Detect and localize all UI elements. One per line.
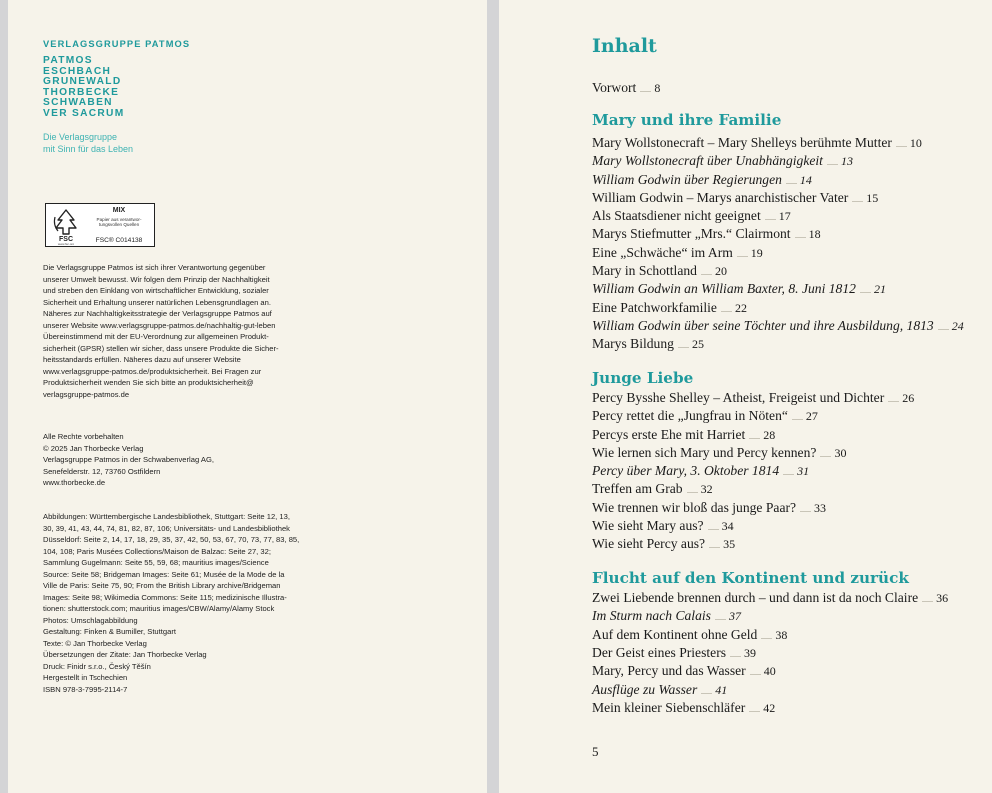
toc-leader [938, 322, 949, 330]
fsc-description [86, 217, 152, 227]
toc-leader [640, 84, 651, 92]
toc-page-number: 18 [808, 227, 821, 241]
toc-entry [592, 536, 735, 552]
right-page [499, 0, 992, 793]
toc-leader [765, 212, 776, 220]
fsc-code: FSC® C014138 [95, 237, 143, 244]
toc-entry-title: William Godwin – Marys anarchistischer Vater [592, 190, 849, 205]
environment-statement [43, 262, 483, 400]
toc-entry-title: Zwei Liebende brennen durch – und dann ist da noch Claire [592, 590, 919, 605]
text-line: www.thorbecke.de [43, 478, 106, 487]
text-line: Sicherheit und Erhaltung unserer natürlichen Lebensgrundlagen an. [43, 297, 271, 307]
toc-entry-title: Wie lernen sich Mary und Percy kennen? [592, 445, 817, 460]
toc-leader [749, 431, 760, 439]
toc-leader [750, 667, 761, 675]
image-credits [43, 511, 483, 695]
fsc-logo-text: FSC [59, 236, 73, 243]
toc-page-number: 28 [763, 428, 776, 442]
text-line: Produktsicherheit wenden Sie sich bitte an produktsicherheit@ [43, 378, 254, 387]
toc-leader [678, 340, 689, 348]
toc-leader [721, 304, 732, 312]
publisher-slogan [43, 131, 243, 155]
toc-entry [592, 518, 734, 534]
toc-entry [592, 172, 812, 188]
toc-leader [783, 467, 794, 475]
toc-leader [827, 157, 838, 165]
toc-page-number: 22 [734, 301, 747, 315]
imprint-list [43, 56, 243, 119]
toc-entry [592, 682, 727, 698]
toc-entry [592, 590, 948, 606]
toc-page-number: 27 [805, 409, 818, 423]
imprint-name: GRUNEWALD [43, 76, 122, 87]
text-line: Übersetzungen der Zitate: Jan Thorbecke Verlag [43, 650, 207, 659]
toc-page-number: 42 [763, 701, 776, 715]
toc-page-number: 10 [909, 136, 922, 150]
text-line: Die Verlagsgruppe Patmos ist sich ihrer Verantwortung gegenüber [43, 263, 266, 272]
toc-entry [592, 135, 922, 151]
toc-page-number: 21 [873, 282, 886, 296]
toc-entry-title: Marys Bildung [592, 336, 674, 351]
text-line: www.verlagsgruppe-patmos.de/produktsicherheit. Bei Fragen zur [43, 366, 262, 376]
fsc-logo-url: www.fsc.org [57, 242, 75, 245]
text-line: Source: Seite 58; Bridgeman Images: Seite 61; Musée de la Mode de la [43, 569, 285, 579]
toc-page-number: 38 [775, 628, 788, 642]
toc-entry [592, 245, 763, 261]
toc-entry [592, 263, 727, 279]
imprint-name: PATMOS [43, 55, 93, 66]
text-line: Senefelderstr. 12, 73760 Ostfildern [43, 466, 161, 476]
toc-entry-title: Eine Patchworkfamilie [592, 300, 717, 315]
toc-page-number: 39 [744, 646, 757, 660]
toc-entry [592, 300, 747, 316]
toc-entry [592, 226, 821, 242]
text-line: Texte: © Jan Thorbecke Verlag [43, 638, 147, 648]
toc-entry-title: Mary Wollstonecraft – Mary Shelleys berühmte Mutter [592, 135, 892, 150]
toc-leader [708, 522, 719, 530]
toc-page-number: 36 [936, 591, 949, 605]
toc-leader [737, 249, 748, 257]
fsc-desc-line: tungsvollen Quellen [98, 222, 140, 228]
text-line: Alle Rechte vorbehalten [43, 432, 124, 441]
toc-page-number: 32 [700, 482, 713, 496]
toc-section-title: Mary und ihre Familie [592, 111, 782, 129]
toc-entry [592, 481, 713, 497]
toc-leader [709, 540, 720, 548]
toc-leader [800, 504, 811, 512]
toc-leader [860, 285, 871, 293]
toc-entry-title: Treffen am Grab [592, 481, 683, 496]
toc-page-number: 19 [750, 246, 763, 260]
imprint-name: ESCHBACH [43, 65, 112, 77]
imprint-name: VER SACRUM [43, 107, 125, 119]
left-page [8, 0, 487, 793]
text-line: Photos: Umschlagabbildung [43, 615, 138, 625]
toc-leader [820, 449, 831, 457]
text-line: tionen: shutterstock.com; mauritius images/CBW/Alamy/Alamy Stock [43, 604, 275, 613]
toc-leader [701, 686, 712, 694]
toc-page-number: 25 [691, 337, 704, 351]
toc-entry [592, 445, 846, 461]
toc-entry-title: Mein kleiner Siebenschläfer [592, 700, 746, 715]
page-number: 5 [592, 744, 599, 759]
toc-entry-title: Vorwort [592, 80, 637, 95]
toc-page-number: 40 [763, 664, 776, 678]
toc-section-title: Junge Liebe [592, 369, 694, 387]
toc-page-number: 26 [902, 391, 915, 405]
text-line: Gestaltung: Finken & Bumiller, Stuttgart [43, 627, 176, 636]
toc-entry [592, 153, 853, 169]
imprint-name: SCHWABEN [43, 97, 113, 108]
toc-entry [592, 281, 886, 297]
text-line: ISBN 978-3-7995-2114-7 [43, 684, 128, 694]
text-line: sicherheit (GPSR) stellen wir sicher, dass unsere Produkte die Sicher- [43, 343, 279, 353]
rights-statement [43, 431, 483, 489]
text-line: Verlagsgruppe Patmos in der Schwabenverlag AG, [43, 455, 214, 464]
text-line: unserer Umwelt bewusst. Wir folgen dem Prinzip der Nachhaltigkeit [43, 274, 270, 284]
text-line: Images: Seite 98; Wikimedia Commons: Seite 115; medizinische Illustra- [43, 592, 287, 602]
text-line: Druck: Finidr s.r.o., Český Těšín [43, 661, 151, 671]
toc-leader [888, 394, 899, 402]
toc-leader [922, 594, 933, 602]
toc-leader [795, 230, 806, 238]
toc-entry-title: Percys erste Ehe mit Harriet [592, 427, 746, 442]
toc-entry [592, 427, 775, 443]
toc-page-number: 8 [654, 81, 661, 95]
toc-entry [592, 390, 914, 406]
toc-page-number: 24 [951, 319, 964, 333]
toc-entry-title: Im Sturm nach Calais [592, 608, 711, 623]
toc-page-number: 14 [799, 173, 812, 187]
toc-entry-title: William Godwin über Regierungen [592, 172, 782, 187]
toc-leader [761, 631, 772, 639]
toc-entry [592, 318, 964, 334]
toc-leader [730, 649, 741, 657]
toc-entry [592, 208, 791, 224]
imprint-name: THORBECKE [43, 86, 120, 98]
toc-page-number: 35 [723, 537, 736, 551]
toc-entry-title: Mary, Percy und das Wasser [592, 663, 746, 678]
text-line: und streben den Einklang von wirtschaftlicher Entwicklung, sozialer [43, 286, 269, 295]
slogan-line: mit Sinn für das Leben [43, 144, 134, 154]
text-line: Düsseldorf: Seite 2, 14, 17, 18, 29, 35, 37, 42, 50, 53, 67, 70, 73, 77, 83, 85, [43, 535, 300, 544]
text-line: Ville de Paris: Seite 75, 90; From the British Library archive/Bridgeman [43, 581, 281, 590]
toc-entry [592, 500, 826, 516]
toc-entry-title: Auf dem Kontinent ohne Geld [592, 627, 758, 642]
text-line: Übereinstimmend mit der EU-Verordnung zur allgemeinen Produkt- [43, 332, 269, 341]
text-line: Sammlung Gugelmann: Seite 55, 59, 68; mauritius images/Science [43, 558, 269, 567]
toc-leader [749, 704, 760, 712]
text-line: Näheres zur Nachhaltigkeitsstrategie der Verlagsgruppe Patmos auf [43, 309, 272, 318]
toc-page-number: 17 [778, 209, 791, 223]
toc-entry-title: Percy Bysshe Shelley – Atheist, Freigeist und Dichter [592, 390, 885, 405]
toc-entry-title: Als Staatsdiener nicht geeignet [592, 208, 761, 223]
toc-leader [896, 139, 907, 147]
toc-entry [592, 463, 809, 479]
text-line: unserer Website www.verlagsgruppe-patmos.de/nachhaltig-gut-leben [43, 320, 276, 330]
toc-entry [592, 700, 775, 716]
text-line: 104, 108; Paris Musées Collections/Maison de Balzac: Seite 27, 32; [43, 546, 271, 556]
toc-entry-title: Eine „Schwäche“ im Arm [592, 245, 733, 260]
toc-entry-title: William Godwin an William Baxter, 8. Juni 1812 [592, 281, 856, 296]
toc-leader [687, 485, 698, 493]
fsc-label [45, 203, 155, 247]
toc-page-number: 13 [840, 154, 853, 168]
toc-entry [592, 408, 818, 424]
toc-leader [786, 176, 797, 184]
toc-title: Inhalt [592, 35, 657, 57]
toc-page-number: 37 [728, 609, 741, 623]
slogan-line: Die Verlagsgruppe [43, 132, 118, 142]
publisher-group-name: VERLAGSGRUPPE PATMOS [43, 39, 191, 49]
toc-entry [592, 190, 878, 206]
text-line: Hergestellt in Tschechien [43, 673, 128, 682]
toc-entry-title: Wie sieht Mary aus? [592, 518, 704, 533]
fsc-desc-line: Papier aus verantwor- [96, 217, 142, 222]
toc-entry-title: Mary Wollstonecraft über Unabhängigkeit [592, 153, 823, 168]
fsc-tree-icon [50, 207, 82, 245]
toc-section-title: Flucht auf den Kontinent und zurück [592, 569, 909, 587]
text-line: 30, 39, 41, 43, 44, 74, 81, 82, 87, 106; Universitäts- und Landesbibliothek [43, 523, 290, 533]
text-line: © 2025 Jan Thorbecke Verlag [43, 443, 144, 453]
text-line: Abbildungen: Württembergische Landesbibliothek, Stuttgart: Seite 12, 13, [43, 512, 290, 521]
toc-entry-title: Ausflüge zu Wasser [592, 682, 698, 697]
text-line: heitsstandards erfüllen. Näheres dazu auf unserer Website [43, 355, 241, 364]
toc-entry [592, 336, 704, 352]
toc-entry-title: Marys Stiefmutter „Mrs.“ Clairmont [592, 226, 791, 241]
toc-entry-title: Wie trennen wir bloß das junge Paar? [592, 500, 797, 515]
toc-leader [701, 267, 712, 275]
toc-entry-title: Wie sieht Percy aus? [592, 536, 706, 551]
toc-entry-title: Der Geist eines Priesters [592, 645, 727, 660]
toc-leader [715, 612, 726, 620]
toc-entry-title: Percy über Mary, 3. Oktober 1814 [592, 463, 780, 478]
toc-page-number: 30 [834, 446, 847, 460]
toc-entry [592, 645, 756, 661]
toc-page-number: 34 [721, 519, 734, 533]
toc-entry [592, 627, 787, 643]
toc-page-number: 33 [814, 501, 827, 515]
toc-page-number: 41 [715, 683, 728, 697]
toc-page-number: 15 [866, 191, 879, 205]
toc-entry-foreword [592, 80, 660, 96]
toc-page-number: 31 [797, 464, 810, 478]
toc-leader [852, 194, 863, 202]
toc-entry [592, 663, 776, 679]
toc-entry-title: Mary in Schottland [592, 263, 697, 278]
toc-page-number: 20 [714, 264, 727, 278]
toc-entry-title: Percy rettet die „Jungfrau in Nöten“ [592, 408, 788, 423]
toc-entry [592, 608, 741, 624]
text-line: verlagsgruppe-patmos.de [43, 389, 130, 399]
toc-entry-title: William Godwin über seine Töchter und ihre Ausbildung, 1813 [592, 318, 934, 333]
toc-leader [792, 412, 803, 420]
fsc-mix-label: MIX [112, 207, 126, 214]
